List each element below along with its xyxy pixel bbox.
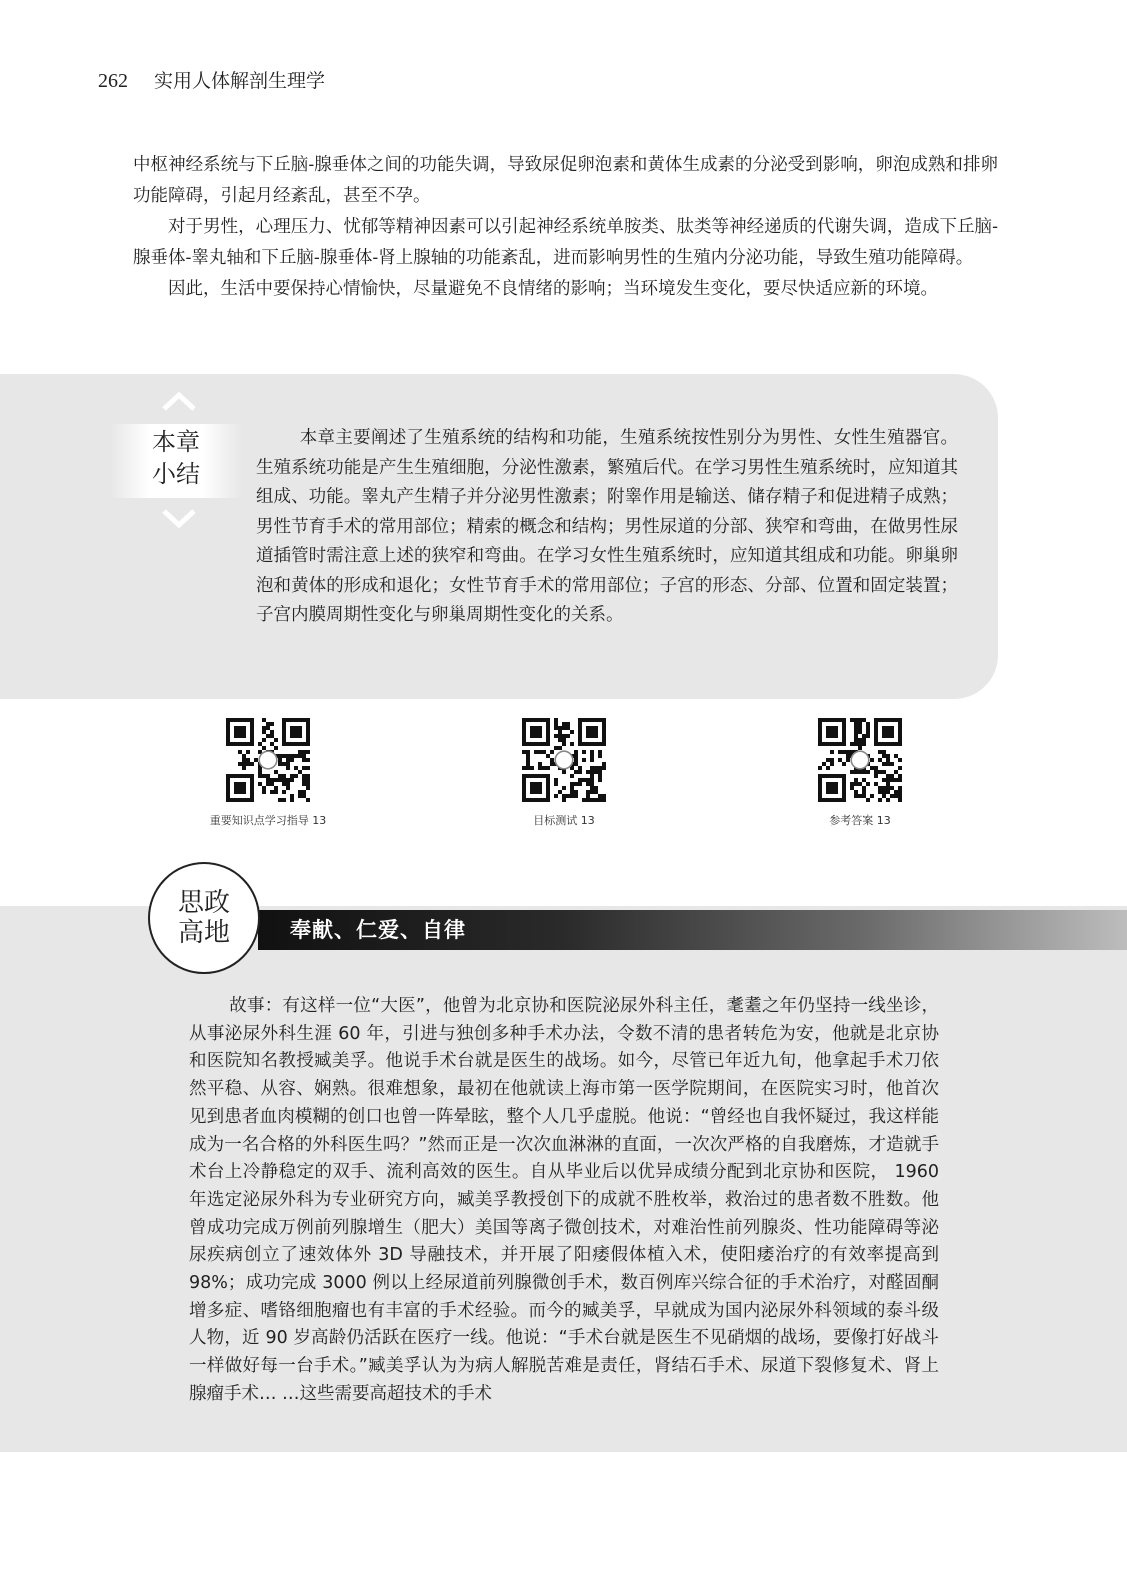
paragraph: 对于男性，心理压力、忧郁等精神因素可以引起神经系统单胺类、肽类等神经递质的代谢失调，造成下丘脑-腺垂体-睾丸轴和下丘脑-腺垂体-肾上腺轴的功能紊乱，进而影响男性的生殖内分泌功能，导致生殖功能障碍。	[133, 217, 998, 268]
qr-caption: 目标测试 13	[533, 814, 595, 827]
qr-study-guide[interactable]	[198, 718, 338, 828]
chevron-down-icon	[161, 508, 197, 530]
qr-code-icon	[226, 718, 310, 802]
paragraph: 中枢神经系统与下丘脑-腺垂体之间的功能失调，导致尿促卵泡素和黄体生成素的分泌受到影响，卵泡成熟和排卵功能障碍，引起月经紊乱，甚至不孕。	[133, 155, 998, 206]
ideology-story	[189, 993, 939, 1409]
badge-line: 思政	[177, 888, 230, 918]
summary-paragraph: 本章主要阐述了生殖系统的结构和功能，生殖系统按性别分为男性、女性生殖器官。生殖系统功能是产生生殖细胞，分泌性激素，繁殖后代。在学习男性生殖系统时，应知道其组成、功能。睾丸产生精子并分泌男性激素；附睾作用是输送、储存精子和促进精子成熟；男性节育手术的常用部位；精索的概念和结构；男性尿道的分部、狭窄和弯曲，在做男性尿道插管时需注意上述的狭窄和弯曲。在学习女性生殖系统时，应知道其组成和功能。卵巢卵泡和黄体的形成和退化；女性节育手术的常用部位；子宫的形态、分部、位置和固定装置；子宫内膜周期性变化与卵巢周期性变化的关系。	[256, 428, 958, 625]
ideology-badge	[148, 862, 260, 974]
chapter-summary-label	[110, 424, 242, 498]
chevron-up-icon	[161, 390, 197, 412]
qr-code-icon	[522, 718, 606, 802]
summary-label-line: 本章	[152, 428, 200, 456]
book-title: 实用人体解剖生理学	[154, 70, 326, 92]
qr-target-test[interactable]	[494, 718, 634, 828]
running-head	[98, 66, 325, 93]
page-number: 262	[98, 70, 128, 92]
qr-caption: 重要知识点学习指导 13	[209, 814, 327, 827]
body-text	[133, 150, 998, 305]
qr-code-icon	[818, 718, 902, 802]
story-paragraph: 故事：有这样一位“大医”，他曾为北京协和医院泌尿外科主任，耄耋之年仍坚持一线坐诊，从事泌尿外科生涯 60 年，引进与独创多种手术办法，令数不清的患者转危为安，他就是北京协和医院知名教授臧美孚。他说手术台就是医生的战场。如今，尽管已年近九旬，他拿起手术刀依然平稳、从容、娴熟。很难想象，最初在他就读上海市第一医学院期间，在医院实习时，他首次见到患者血肉模糊的创口也曾一阵晕眩，整个人几乎虚脱。他说：“曾经也自我怀疑过，我这样能成为一名合格的外科医生吗？”然而正是一次次血淋淋的直面，一次次严格的自我磨炼，才造就手术台上冷静稳定的双手、流利高效的医生。自从毕业后以优异成绩分配到北京协和医院， 1960 年选定泌尿外科为专业研究方向，臧美孚教授创下的成就不胜枚举，救治过的患者数不胜数。他曾成功完成万例前列腺增生（肥大）美国等离子微创技术，对难治性前列腺炎、性功能障碍等泌尿疾病创立了速效体外 3D 导融技术，并开展了阳痿假体植入术，使阳痿治疗的有效率提高到 98%；成功完成 3000 例以上经尿道前列腺微创手术，数百例库兴综合征的手术治疗，对醛固酮增多症、嗜铬细胞瘤也有丰富的手术经验。而今的臧美孚，早就成为国内泌尿外科领域的泰斗级人物，近 90 岁高龄仍活跃在医疗一线。他说：“手术台就是医生不见硝烟的战场，要像打好战斗一样做好每一台手术。”臧美孚认为为病人解脱苦难是责任，肾结石手术、尿道下裂修复术、肾上腺瘤手术… …这些需要高超技术的手术	[189, 996, 939, 1404]
ideology-title: 奉献、仁爱、自律	[290, 918, 466, 942]
badge-line: 高地	[177, 918, 230, 948]
qr-caption: 参考答案 13	[829, 814, 891, 827]
summary-label-line: 小结	[152, 460, 200, 488]
chapter-summary-text	[256, 424, 958, 631]
qr-reference-answers[interactable]	[790, 718, 930, 828]
paragraph: 因此，生活中要保持心情愉快，尽量避免不良情绪的影响；当环境发生变化，要尽快适应新的环境。	[168, 279, 938, 299]
